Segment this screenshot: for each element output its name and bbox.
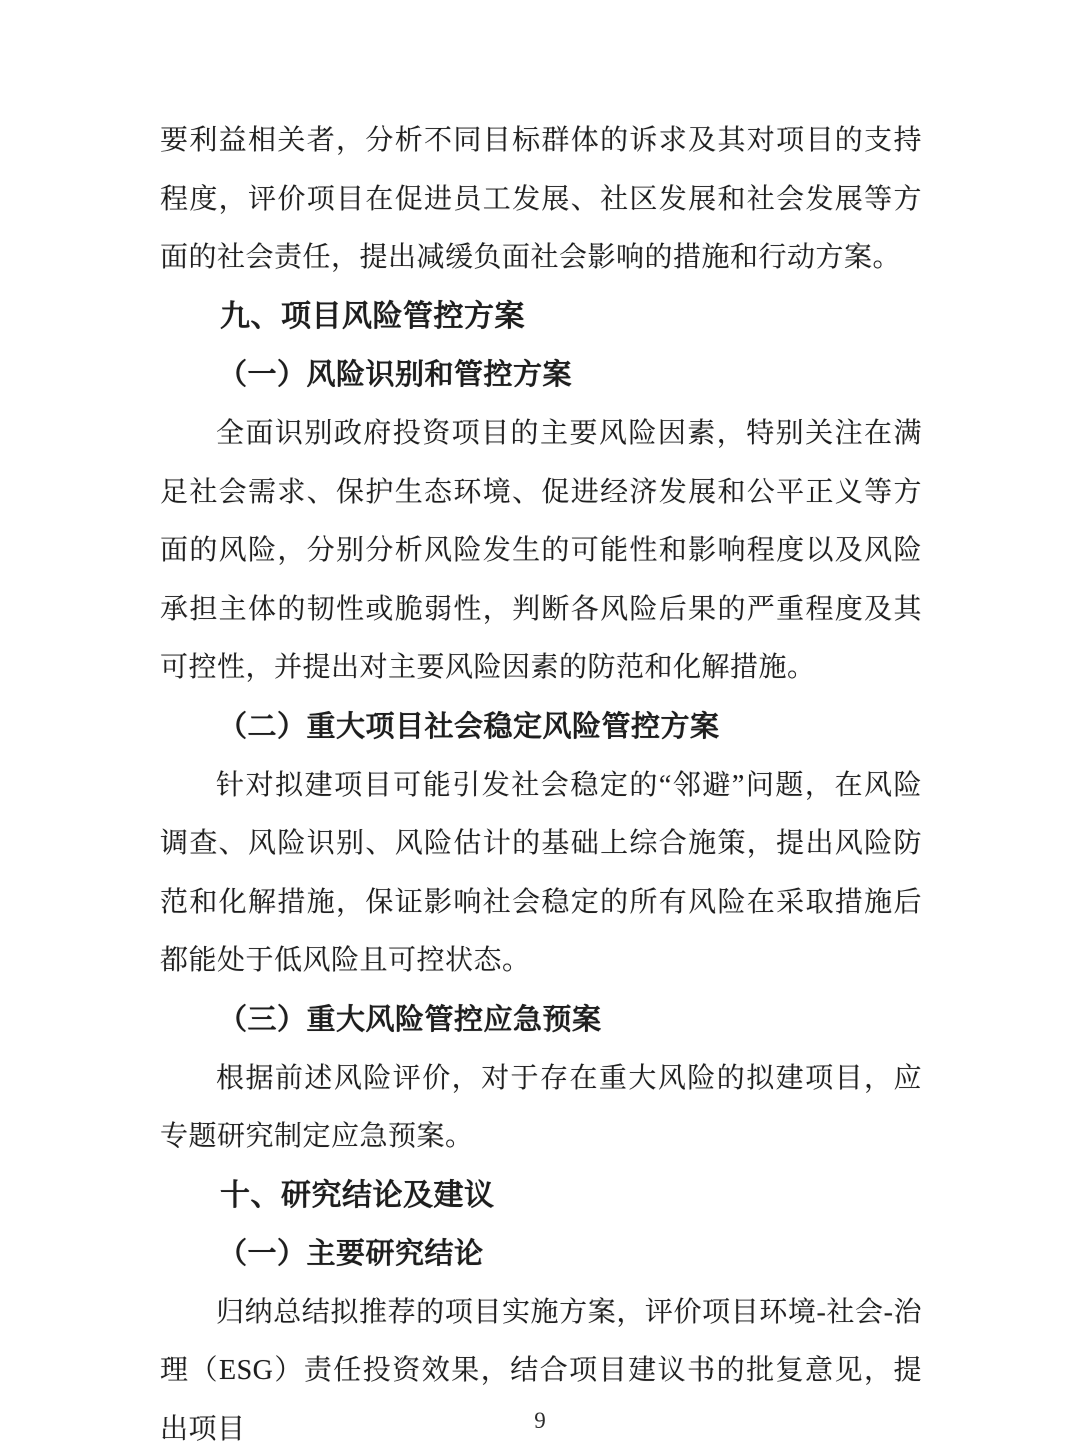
subsection-heading-social-stability: （二）重大项目社会稳定风险管控方案 <box>218 710 720 743</box>
subsection-heading-main-conclusions: （一）主要研究结论 <box>218 1238 484 1271</box>
paragraph-emergency-plan: 根据前述风险评价，对于存在重大风险的拟建项目，应专题研究制定应急预案。 <box>160 1062 922 1153</box>
paragraph-risk-identification: 全面识别政府投资项目的主要风险因素，特别关注在满足社会需求、保护生态环境、促进经济发展和公平正义等方面的风险，分别分析风险发生的可能性和影响程度以及风险承担主体的韧性或脆弱性，判断各风险后果的严重程度及其可控性，并提出对主要风险因素的防范和化解措施。 <box>160 417 922 684</box>
section-heading-conclusions: 十、研究结论及建议 <box>220 1178 495 1212</box>
subsection-heading-risk-identification: （一）风险识别和管控方案 <box>218 359 573 392</box>
section-heading-risk-control: 九、项目风险管控方案 <box>220 299 525 333</box>
document-content <box>160 112 922 1447</box>
page-number: 9 <box>534 1408 546 1433</box>
subsection-heading-emergency-plan: （三）重大风险管控应急预案 <box>218 1003 602 1036</box>
paragraph-social-stability: 针对拟建项目可能引发社会稳定的“邻避”问题，在风险调查、风险识别、风险估计的基础上综合施策，提出风险防范和化解措施，保证影响社会稳定的所有风险在采取措施后都能处于低风险且可控状态。 <box>160 769 922 977</box>
paragraph-stakeholder-continued: 要利益相关者，分析不同目标群体的诉求及其对项目的支持程度，评价项目在促进员工发展、社区发展和社会发展等方面的社会责任，提出减缓负面社会影响的措施和行动方案。 <box>160 125 922 274</box>
paragraph-main-conclusions: 归纳总结拟推荐的项目实施方案，评价项目环境-社会-治理（ESG）责任投资效果，结合项目建议书的批复意见，提出项目 <box>160 1296 922 1446</box>
